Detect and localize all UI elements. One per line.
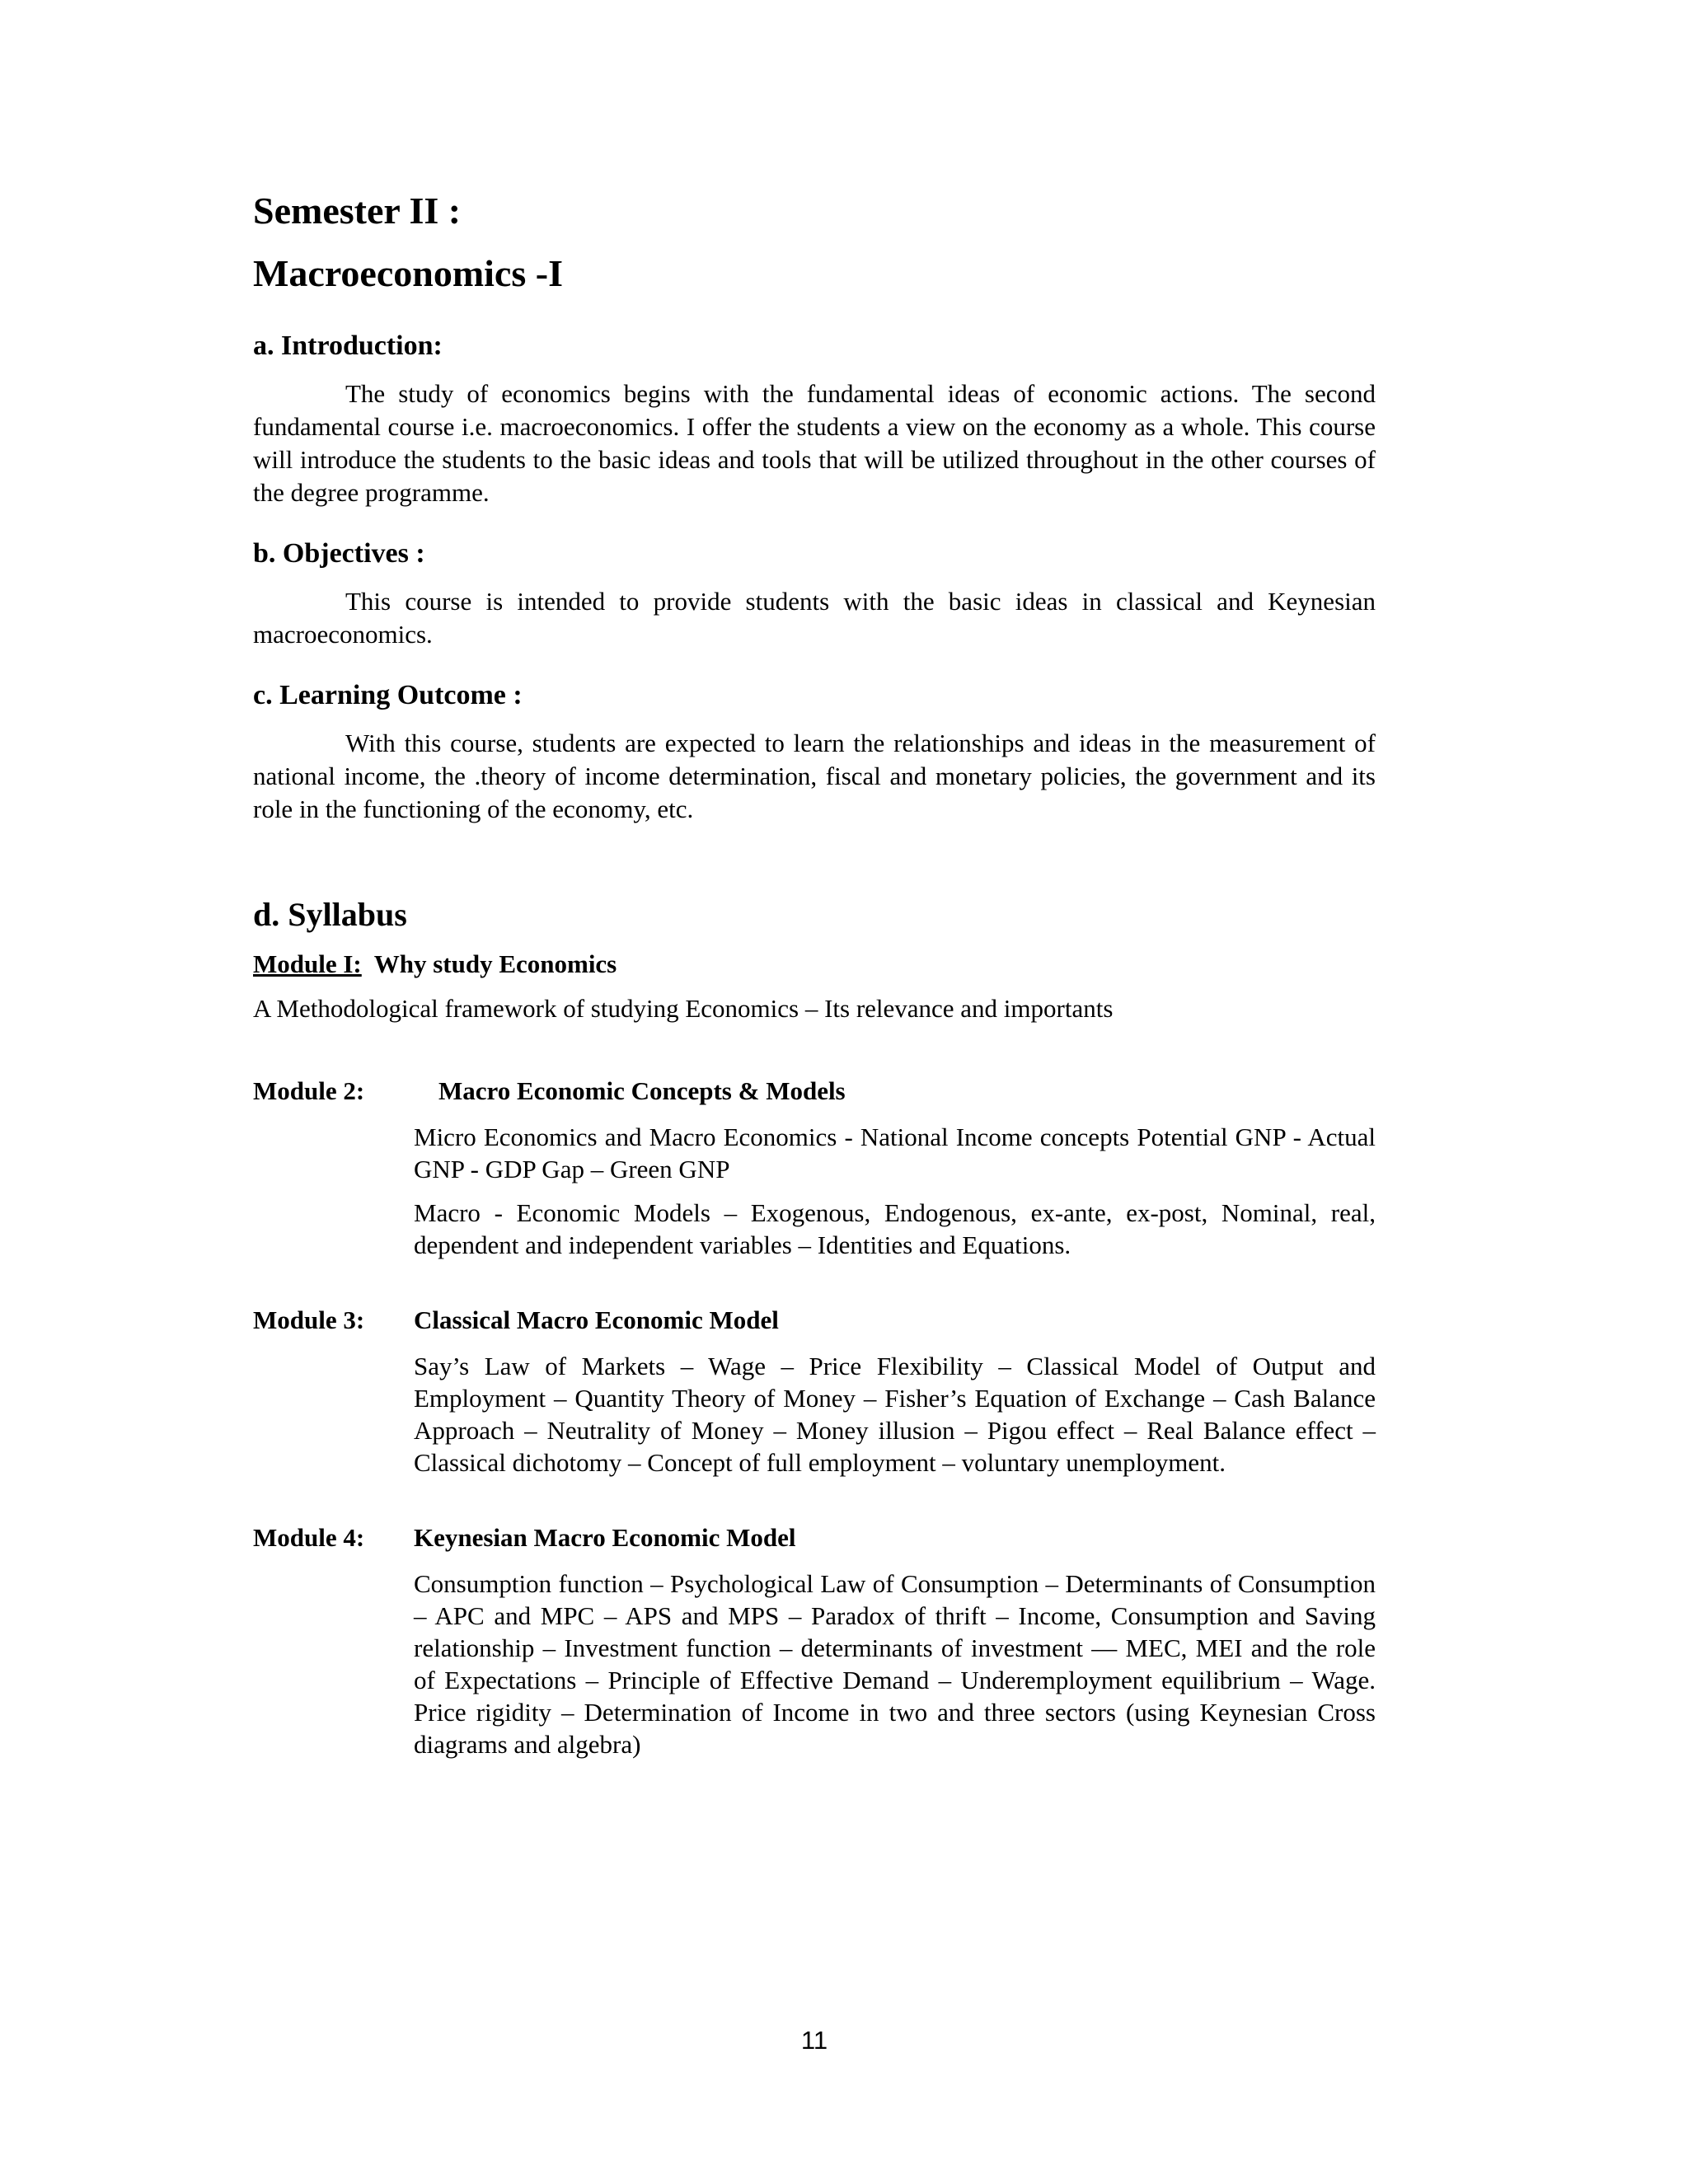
- module-2-title: Macro Economic Concepts & Models: [438, 1076, 846, 1105]
- introduction-text: The study of economics begins with the fundamental ideas of economic actions. The second fundamental course i.e. macroeconomics. I offer the students a view on the economy as a whole. This course will introduce the students to the basic ideas and tools that will be utilized throughout in the other courses of the degree programme.: [253, 379, 1376, 507]
- module-4-paragraph: Consumption function – Psychological Law of Consumption – Determinants of Consumption – APC and MPC – APS and MPS – Paradox of thrift – Income, Consumption and Saving relationship – Investment function – determinants of investment –– MEC, MEI and the role of Expectations – Principle of Effective Demand – Underemployment equilibrium – Wage. Price rigidity – Determination of Income in two and three sectors (using Keynesian Cross diagrams and algebra): [414, 1569, 1376, 1759]
- objectives-text: This course is intended to provide students with the basic ideas in classical and Keynesian macroeconomics.: [253, 587, 1376, 649]
- module-3-body: [414, 1304, 1376, 1490]
- module-1-title: Why study Economics: [373, 949, 617, 978]
- module-3-paragraph: Say’s Law of Markets – Wage – Price Flexibility – Classical Model of Output and Employment – Quantity Theory of Money – Fisher’s Equation of Exchange – Cash Balance Approach – Neutrality of Money – Money illusion – Pigou effect – Real Balance effect – Classical dichotomy – Concept of full employment – voluntary unemployment.: [414, 1352, 1376, 1477]
- learning-outcome-heading: c. Learning Outcome :: [253, 680, 523, 710]
- syllabus-heading: d. Syllabus: [253, 896, 407, 933]
- module-4-body: [414, 1521, 1376, 1772]
- learning-outcome-text: With this course, students are expected to learn the relationships and ideas in the measurement of national income, the .theory of income determination, fiscal and monetary policies, the government and its role in the functioning of the economy, etc.: [253, 729, 1376, 823]
- module-1-heading: [253, 946, 1376, 982]
- module-2-paragraph: Micro Economics and Macro Economics - National Income concepts Potential GNP - Actual GNP - GDP Gap – Green GNP: [414, 1122, 1376, 1183]
- module-2-label: Module 2:: [253, 1076, 365, 1105]
- module-4-title: Keynesian Macro Economic Model: [414, 1523, 796, 1552]
- introduction-heading: a. Introduction:: [253, 330, 443, 361]
- module-2-body: [414, 1075, 1376, 1272]
- page-number: 11: [800, 2026, 828, 2055]
- objectives-heading: b. Objectives :: [253, 538, 425, 569]
- course-title: Macroeconomics -I: [253, 252, 563, 294]
- module-4-label: Module 4:: [253, 1523, 365, 1552]
- module-3: [253, 1304, 1376, 1490]
- module-2-paragraph: Macro - Economic Models – Exogenous, Endogenous, ex-ante, ex-post, Nominal, real, dependent and independent variables – Identities and Equations.: [414, 1198, 1376, 1259]
- page-content: [253, 180, 1376, 1772]
- module-4: [253, 1521, 1376, 1772]
- module-3-label: Module 3:: [253, 1305, 365, 1334]
- module-2: [253, 1075, 1376, 1272]
- module-1-text: A Methodological framework of studying Economics – Its relevance and importants: [253, 994, 1114, 1023]
- module-1-label: Module I:: [253, 949, 362, 978]
- module-3-title: Classical Macro Economic Model: [414, 1305, 779, 1334]
- semester-title: Semester II :: [253, 190, 462, 232]
